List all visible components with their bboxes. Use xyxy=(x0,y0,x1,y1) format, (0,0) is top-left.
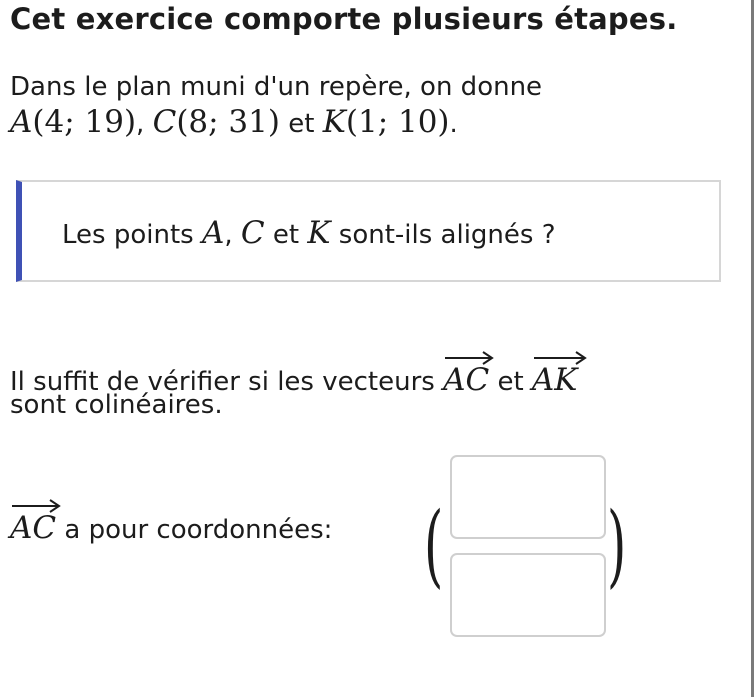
coordinates-label: AC a pour coordonnées: xyxy=(10,498,332,546)
hint-text-line2: sont colinéaires. xyxy=(10,390,223,420)
intro-points: A(4; 19), C(8; 31) et K(1; 10). xyxy=(10,104,458,140)
left-parenthesis: ( xyxy=(424,493,444,598)
hint-text: Il suffit de vérifier si les vecteurs AC et AK xyxy=(10,350,577,398)
right-parenthesis: ) xyxy=(607,493,627,598)
vector-ac: AC xyxy=(443,350,489,398)
vector-arrow-icon xyxy=(532,350,588,366)
exercise-title: Cet exercice comporte plusieurs étapes. xyxy=(10,2,678,36)
x-coordinate-input[interactable] xyxy=(450,455,606,539)
point-a: A(4; 19) xyxy=(10,104,137,140)
question-box xyxy=(16,180,721,282)
vector-arrow-icon xyxy=(443,350,495,366)
vector-ac: AC xyxy=(10,498,56,546)
vector-ak: AK xyxy=(532,350,578,398)
question-text: Les points A, C et K sont-ils alignés ? xyxy=(62,215,556,251)
point-k: K(1; 10) xyxy=(322,104,450,140)
intro-text: Dans le plan muni d'un repère, on donne xyxy=(10,72,543,102)
vector-arrow-icon xyxy=(10,498,62,514)
y-coordinate-input[interactable] xyxy=(450,553,606,637)
point-c: C(8; 31) xyxy=(152,104,280,140)
